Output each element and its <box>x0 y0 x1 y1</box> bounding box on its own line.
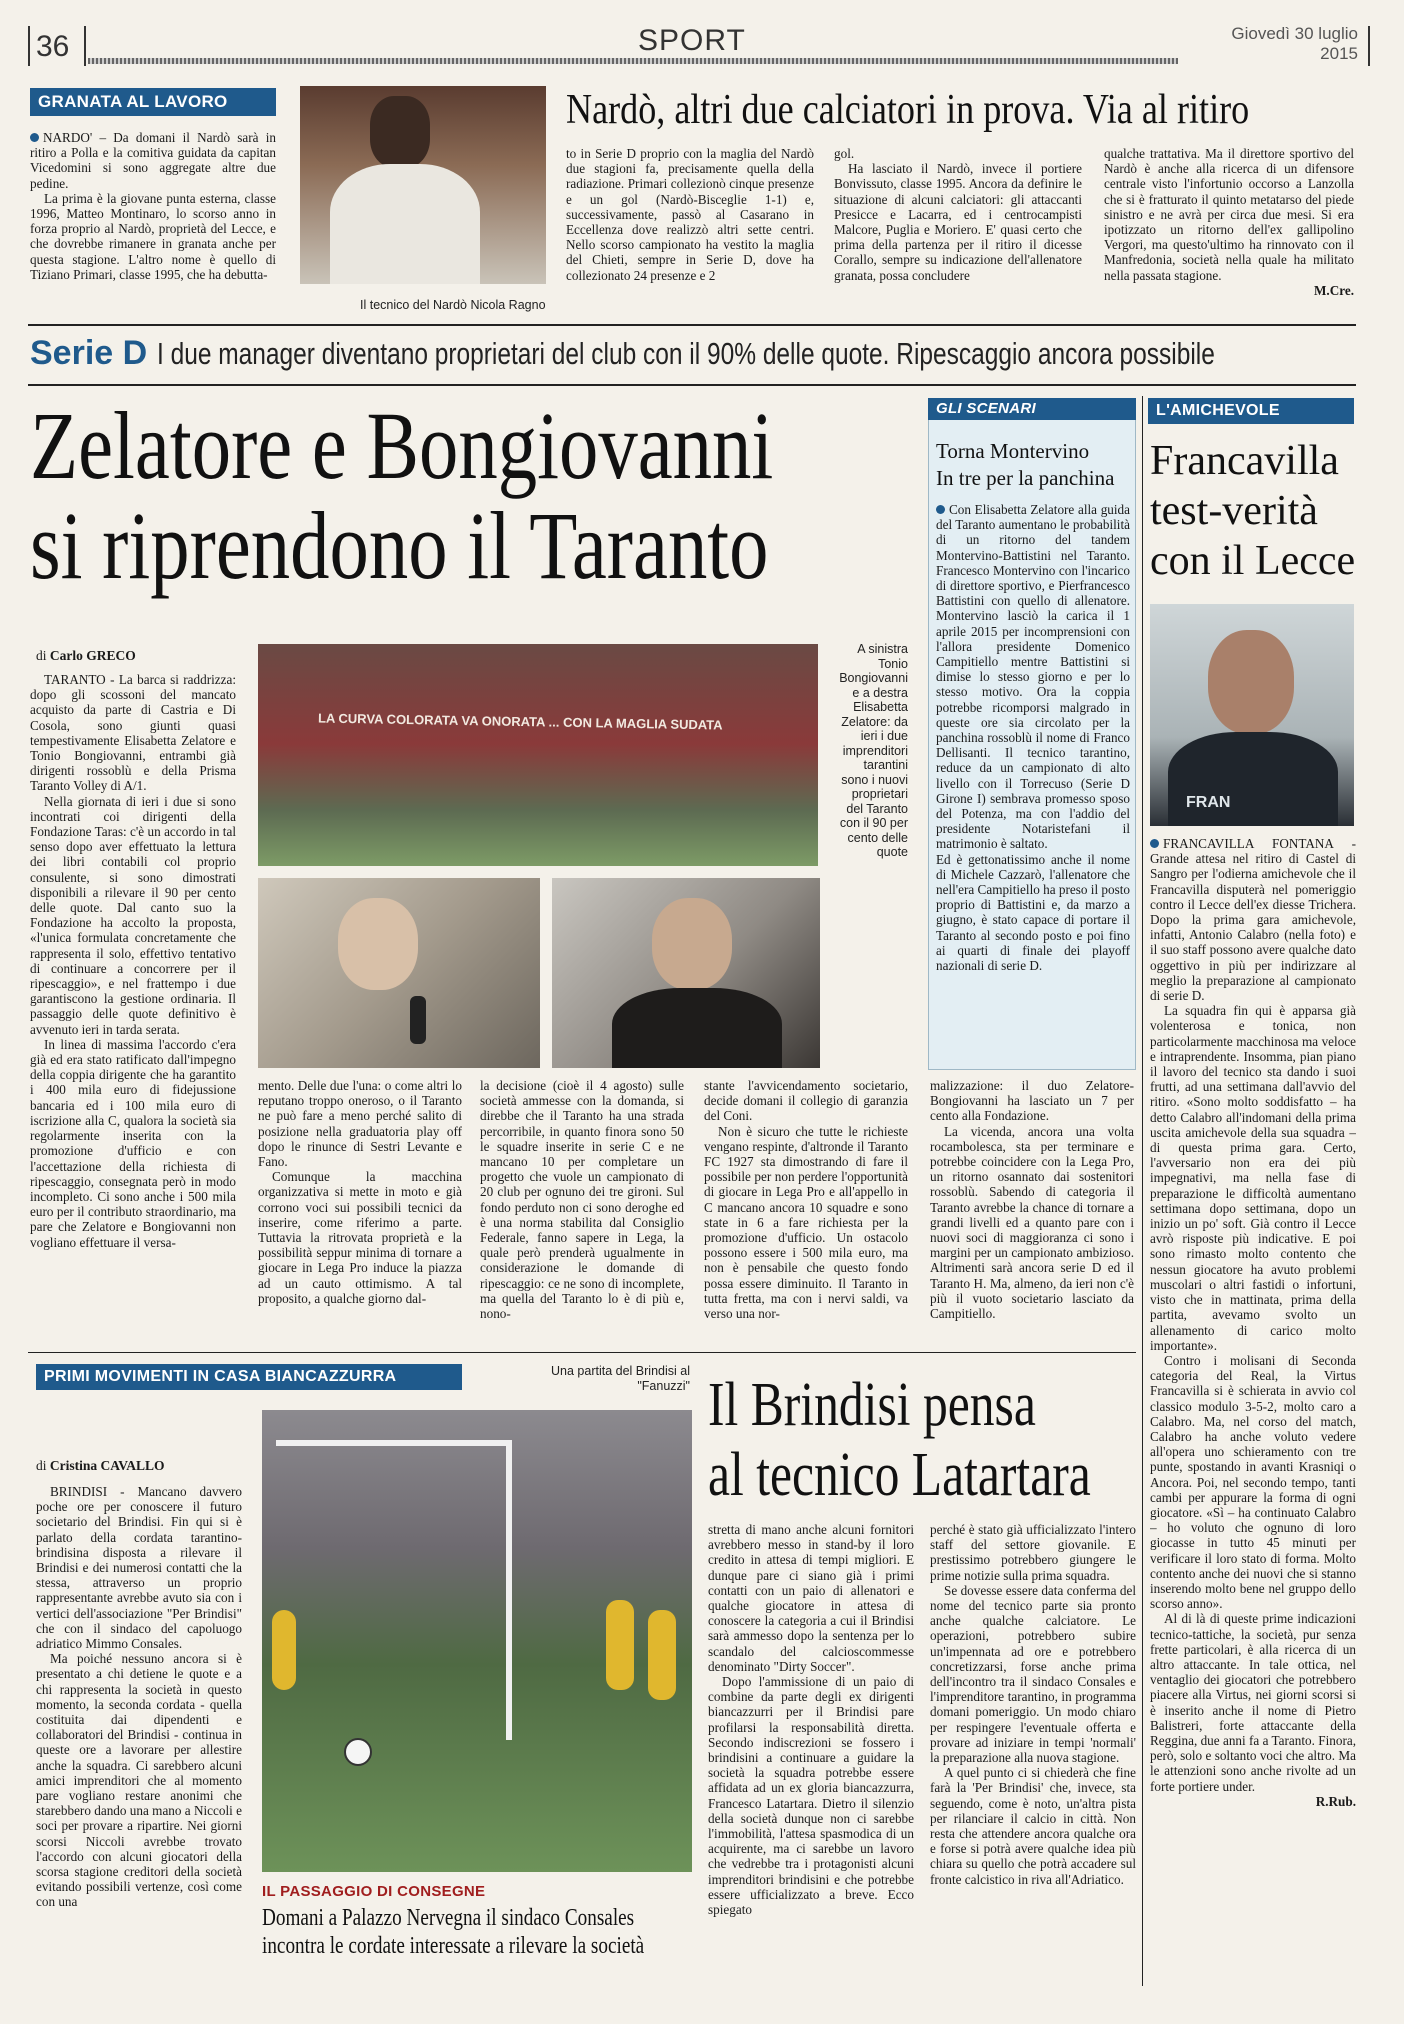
amichevole-headline: Francavilla test-verità con il Lecce <box>1150 438 1356 584</box>
brindisi-subheadline: Domani a Palazzo Nervegna il sindaco Consales incontra le cordate interessate a rilevare la società <box>262 1905 645 1959</box>
taranto-column-5: malizzazione: il duo Zelatore-Bongiovanni ha lasciato un 7 per cento alla Fondazione. La vicenda, ancora una volta rocambolesca, sta per terminare e potrebbe coincidere con la Lega Pro, un ritorno osannato dai sostenitori rossoblù. Sabendo di categoria il Taranto avrebbe la chance di tornare a grandi livelli ed a quanto pare con i nuovi soci di maggioranza ci sono i margini per un campionato ambizioso. Altrimenti sarà ancora serie D ed il Taranto H. Ma, almeno, da ieri non c'è più il vuoto societario lasciato da Campitiello. <box>930 1078 1134 1322</box>
signature: M.Cre. <box>1313 282 1354 298</box>
taranto-column-2: mento. Delle due l'una: o come altri lo reputano troppo oneroso, o il Taranto ne può fare a meno perché salito di posizione nella graduatoria play off dopo le rinunce di Sestri Levante e Fano. Comunque la macchina organizzativa si mette in moto e già corrono voci sui possibili tecnici da inserire, come riferimo a parte. Tuttavia la ritrovata proprietà e la possibilità seppur minima di tornare a giocare in Lega Pro induce la piazza ad un cauto ottimismo. A tal proposito, a qualche giorno dal- <box>258 1078 462 1306</box>
page-header <box>28 20 1378 72</box>
nardo-column-3: gol. Ha lasciato il Nardò, invece il portiere Bonvissuto, classe 1995. Ancora da definire le situazione di alcuni calciatori: gli attaccanti Presicce e Lacarra, ed i centrocampisti Malcore, Puglia e Moriero. E' quasi certo che prima della partenza per il ritiro il dicesse Corallo, sempre su indicazione dell'allenatore granata, possa concludere <box>834 146 1082 283</box>
section-title: SPORT <box>634 24 750 58</box>
bullet-icon <box>936 505 945 514</box>
sub-tag-passaggio: IL PASSAGGIO DI CONSEGNE <box>262 1883 486 1900</box>
photo-brindisi-match <box>262 1410 692 1872</box>
strap-text: I due manager diventano proprietari del club con il 90% delle quote. Ripescaggio ancora possibile <box>157 336 1216 371</box>
main-headline: Zelatore e Bongiovanni si riprendono il Taranto <box>30 392 774 599</box>
photo-nicola-ragno <box>300 86 546 284</box>
taranto-column-3: la decisione (cioè il 4 agosto) sulle società ammesse con la domanda, si direbbe che il Taranto ha una strada percorribile, in quanto finora sono 50 le squadre inserite in serie C e ne mancano 10 per completare un progetto che vuole un campionato di 20 club per ognuno dei tre gironi. Sul fondo perduto non ci sono deroghe ed è una norma stabilita dal Consiglio Federale, fanno sapere in Lega, la quale però prenderà ugualmente in considerazione le domande di ripescaggio: ce ne sono di incomplete, ma quella del Taranto lo è di più e, nono- <box>480 1078 684 1322</box>
nardo-column-4: qualche trattativa. Ma il direttore sportivo del Nardò è anche alla ricerca di un difensore centrale visto l'infortunio occorso a Lanzolla che si è fratturato il quinto metatarso del piede sinistro e ne avrà per circa due mesi. Si era ipotizzato un ritorno dell'ex gallipolino Vergori, ma questo'ultimo ha rinnovato con il Manfredonia, società nella quale ha militato nella passata stagione. M.Cre. <box>1104 146 1354 298</box>
taranto-column-1: TARANTO - La barca si raddrizza: dopo gli scossoni del mancato acquisto da parte di Castria e Di Cosola, sono giunti quasi tempestivamente Elisabetta Zelatore e Tonio Bongiovanni, entrambi già dirigenti rossoblù e della Prisma Taranto Volley di A/1. Nella giornata di ieri i due si sono incontrati coi dirigenti della Fondazione Taras: c'è un accordo in tal senso dopo aver effettuato la lettura dei libri contabili col proprio consulente, si sono dimostrati disponibili a rilevare il 90 per cento delle quote. Dal canto suo la Fondazione ha accolto la proposta, «l'unica formulata concretamente che rappresenta il solo, effettivo tentativo di continuare a concorrere per il ripescaggio», e nel frattempo i due garantiscono la gestione ordinaria. Il passaggio delle quote definitivo è avvenuto ieri in tarda serata. In linea di massima l'accordo c'era già ed era stato ratificato dall'impegno della coppia dirigente che ha garantito i 400 mila euro di fidejussione bancaria ed i 100 mila euro di iscrizione alla C, qualora la società sia regolarmente inserita con la promozione d'ufficio e con l'accettazione della richiesta di ripescaggio, consegnata però in modo incompleto. Ci sono anche i 500 mila euro per il contributo straordinario, ma pare che Zelatore e Bongiovanni non vogliano effettuare il versa- <box>30 672 236 1250</box>
photo-elisabetta-zelatore <box>552 878 820 1068</box>
photo-antonio-calabro <box>1150 604 1354 826</box>
brindisi-column-2: stretta di mano anche alcuni fornitori avrebbero messo in stand-by il loro credito in attesa di tempi migliori. E dunque pare ci siano già i primi contatti con un paio di allenatori e qualche giocatore in attesa di conoscere la categoria a cui il Brindisi sarà ammesso dopo la sentenza per lo scandalo del calcioscommesse denominato "Dirty Soccer". Dopo l'ammissione di un paio di combine da parte degli ex dirigenti biancazzurri per il Brindisi pare profilarsi la responsabilità diretta. Secondo indiscrezioni se fossero i brindisini a continuare a guidare la società la squadra potrebbe essere affidata ad un ex gloria biancazzurra, Francesco Latartara. Dietro il silenzio della società dunque non ci sarebbe l'immobilità, l'attesa spasmodica di un acquirente, ma ci sarebbe un lavoro che vedrebbe tra i protagonisti alcuni imprenditori brindisini e che potrebbe essere ufficializzato a breve. Ecco spiegato <box>708 1522 914 1918</box>
taranto-column-4: stante l'avvicendamento societario, decide domani il collegio di garanzia del Coni. Non è sicuro che tutte le richieste vengano respinte, d'altronde il Taranto FC 1927 sta dimostrando di fare il possibile per non perdere l'opportunità di giocare in Lega Pro e all'appello in C mancano ancora 10 squadre e sono state in 6 a fare richiesta per la promozione d'ufficio. Un ostacolo possono essere i 500 mila euro, ma non è pensabile che questo fondo possa essere diminuito. Il Taranto in tutta fretta, ma con i nervi saldi, va verso una nor- <box>704 1078 908 1322</box>
goal-frame <box>276 1440 512 1740</box>
amichevole-text: FRANCAVILLA FONTANA - Grande attesa nel ritiro di Castel di Sangro per l'odierna amichevole che il Francavilla disputerà nel pomeriggio contro il Lecce dell'ex diesse Trichera. Dopo la prima gara amichevole, infatti, Antonio Calabro (nella foto) e il suo staff possono avere qualche dato oggettivo in più per indirizzare al meglio la preparazione al campionato di serie D. La squadra fin qui è apparsa già volenterosa e tonica, non particolarmente macchinosa ma veloce e intraprendente. Insomma, pian piano il lavoro del tecnico sta dando i suoi frutti, ad una settimana dall'avvio del ritiro. «Sono molto soddisfatto – ha detto Calabro all'indomani della prima uscita amichevole della sua squadra – di questa prima gara. Certo, l'avversario non era dei più impegnativi, ma nella fase di preparazione le difficoltà aumentano settimana dopo settimana, dopo un inizio un po' soft. Già contro il Lecce avrò risposte più indicative. E poi sono rimasto molto contento che nessun giocatore ha avuto problemi muscolari o altri fastidi o infortuni, visto che in mattinata, prima della partita, avevamo svolto un allenamento di carico molto importante». Contro i molisani di Seconda categoria del Real, la Virtus Francavilla si è schierata in avvio col classico modulo 3-5-2, molto caro a Calabro. Ma, nel corso del match, Calabro ha anche voluto vedere all'opera uno schieramento con tre punte, spostando in avanti Krasniqi o Ancora. Poi, nel secondo tempo, tanti cambi per appurare la forma di ogni giocatore. «Sì – ha continuato Calabro – ho voluto che ognuno di loro giocasse in tutto 45 minuti per verificare il loro stato di forma. Molto contento anche dei nuovi che si stanno inserendo molto bene nel gruppo dello scorso anno». Al di là di queste prime indicazioni tecnico-tattiche, la società, pur senza frette particolari, è alla ricerca di un altro attaccante. In tale ottica, nel ventaglio dei giocatori che potrebbero piacere alla Virtus, nei giorni scorsi si è inserito anche il nome di Pietro Balistreri, forte attaccante della Reggina, due anni fa a Taranto. Finora, però, solo e soltanto voci che altro. Ma le attenzioni sono anche rivolte ad un forte portiere under. R.Rub. <box>1150 836 1356 1809</box>
signature: R.Rub. <box>1315 1793 1356 1809</box>
photo-stadium-curva <box>258 644 818 866</box>
main-byline: di Carlo GRECO <box>36 648 136 663</box>
jersey-text: FRAN <box>1186 794 1231 811</box>
nardo-column-1: NARDO' – Da domani il Nardò sarà in ritiro a Polla e la comitiva guidata da capitan Vicedomini si sono aggregate altre due pedine. La prima è la giovane punta esterna, classe 1996, Matteo Montinaro, lo scorso anno in forza proprio al Nardò, proprietà del Lecce, e che dovrebbe rimanere in granata anche per questa stagione. L'altro nome è quello di Tiziano Primari, classe 1995, che ha debutta- <box>30 130 276 282</box>
brindisi-column-3: perché è stato già ufficializzato l'intero staff del settore giovanile. E prestissimo potrebbero giungere le prime notizie sulla prima squadra. Se dovesse essere data conferma del nome del tecnico parte sia pronto anche qualche calciatore. Le operazioni, potrebbero subire un'impennata ad ore e potrebbero concretizzarsi, forse anche prima dell'incontro tra il sindaco Consales e l'imprenditore tarantino, in programma domani pomeriggio. Un modo chiaro per respingere l'eventuale offerta e provare ad iniziare in tempi 'normali' la preparazione alla nuova stagione. A quel punto ci si chiederà che fine farà la 'Per Brindisi' che, invece, sta seguendo, come è noto, un'altra pista per rilanciare il calcio in città. Non resta che attendere ancora qualche ora e forse si potrà avere qualche idea più chiara su quello che potrà accadere sul fronte calcistico in riva all'Adriatico. <box>930 1522 1136 1887</box>
brindisi-headline: Il Brindisi pensa al tecnico Latartara <box>708 1371 1091 1509</box>
scenari-headline: Torna Montervino In tre per la panchina <box>936 439 1115 490</box>
person-silhouette-icon <box>370 96 430 168</box>
brindisi-byline: di Cristina CAVALLO <box>36 1458 165 1473</box>
brindisi-column-1: BRINDISI - Mancano davvero poche ore per conoscere il futuro societario del Brindisi. Fin qui si è parlato della cordata tarantino-brindisina disposta a rilevare il Brindisi e dei numerosi contatti che la stessa, attraverso un proprio rappresentante avrebbe avuto sia con i vertici dell'associazione "Per Brindisi" che con il sindaco del capoluogo adriatico Mimmo Consales. Ma poiché nessuno ancora si è presentato a chi detiene le quote e a chi rappresenta la società in questo momento, la seconda cordata - quella costituita dai dipendenti e collaboratori del Brindisi - continua in queste ore a lavorare per allestire anche la squadra. Ci sarebbero alcuni amici imprenditori che al momento pare vogliano restare anonimi che starebbero dando una mano a Niccoli e soci per provare a ripartire. Nei giorni scorsi Niccoli avrebbe trovato l'accordo con alcuni giocatori della scorsa stagione creditori della società evitando possibili vertenze, così come con una <box>36 1484 242 1910</box>
section-tag-amichevole: L'AMICHEVOLE <box>1148 398 1354 424</box>
section-tag-biancazzurra: PRIMI MOVIMENTI IN CASA BIANCAZZURRA <box>36 1364 462 1390</box>
bullet-icon <box>30 133 39 142</box>
strap-label: Serie D <box>30 334 148 372</box>
bullet-icon <box>1150 839 1159 848</box>
nardo-headline: Nardò, altri due calciatori in prova. Via al ritiro <box>566 87 1250 133</box>
microphone-icon <box>410 996 426 1044</box>
stadium-banner: LA CURVA COLORATA VA ONORATA ... CON LA MAGLIA SUDATA <box>317 710 723 733</box>
photo-caption-ragno: Il tecnico del Nardò Nicola Ragno <box>360 298 546 312</box>
issue-date: Giovedì 30 luglio 2015 <box>1178 24 1358 64</box>
photo-caption-owners: A sinistra Tonio Bongiovanni e a destra Elisabetta Zelatore: da ieri i due imprenditori tarantini sono i nuovi proprietari del Taranto con il 90 per cento delle quote <box>839 642 908 859</box>
page-number: 36 <box>36 30 70 63</box>
scenari-text: Con Elisabetta Zelatore alla guida del Taranto aumentano le probabilità di un ritorno del tandem Montervino-Battistini nel Taranto. Francesco Montervino con l'incarico di direttore sportivo, e Pierfrancesco Battistini con quello di allenatore. Montervino lasciò la carica il 1 aprile 2015 per incomprensioni con l'allora presidente Domenico Campitiello mentre Battistini si dimise lo stesso giorno e per lo stesso motivo. Ora la coppia potrebbe ricomporsi malgrado in queste ore sia circolato per la panchina rossoblù il nome di Franco Dellisanti. Il tecnico tarantino, reduce da un campionato di alto livello con il Torrecuso (Serie D Girone I) sembrava promesso sposo del Potenza, ma con l'addio del presidente Notaristefani il matrimonio è saltato. Ed è gettonatissimo anche il nome di Michele Cazzarò, l'allenatore che nell'era Campitiello ha preso il posto proprio di Battistini e, da marzo a giugno, è stato capace di portare il Taranto al secondo posto e poi fino ai quarti di finale dei playoff nazionali di serie D. <box>936 502 1130 974</box>
serie-d-strap <box>30 334 1360 380</box>
ball-icon <box>344 1738 372 1766</box>
section-tag-scenari: GLI SCENARI <box>928 398 1136 420</box>
section-tag-granata: GRANATA AL LAVORO <box>30 88 276 116</box>
nardo-column-2: to in Serie D proprio con la maglia del Nardò due stagioni fa, precisamente quella della radiazione. Primari collezionò cinque presenze e un gol (Nardò-Bisceglie 1-1) e, successivamente, passò al Casarano in Eccellenza dove realizzò altri sette centri. Nello scorso campionato ha vestito la maglia del Chieti, sempre in Serie D, dove ha collezionato 24 presenze e 2 <box>566 146 814 283</box>
photo-tonio-bongiovanni <box>258 878 540 1068</box>
photo-caption-brindisi: Una partita del Brindisi al "Fanuzzi" <box>551 1364 690 1393</box>
